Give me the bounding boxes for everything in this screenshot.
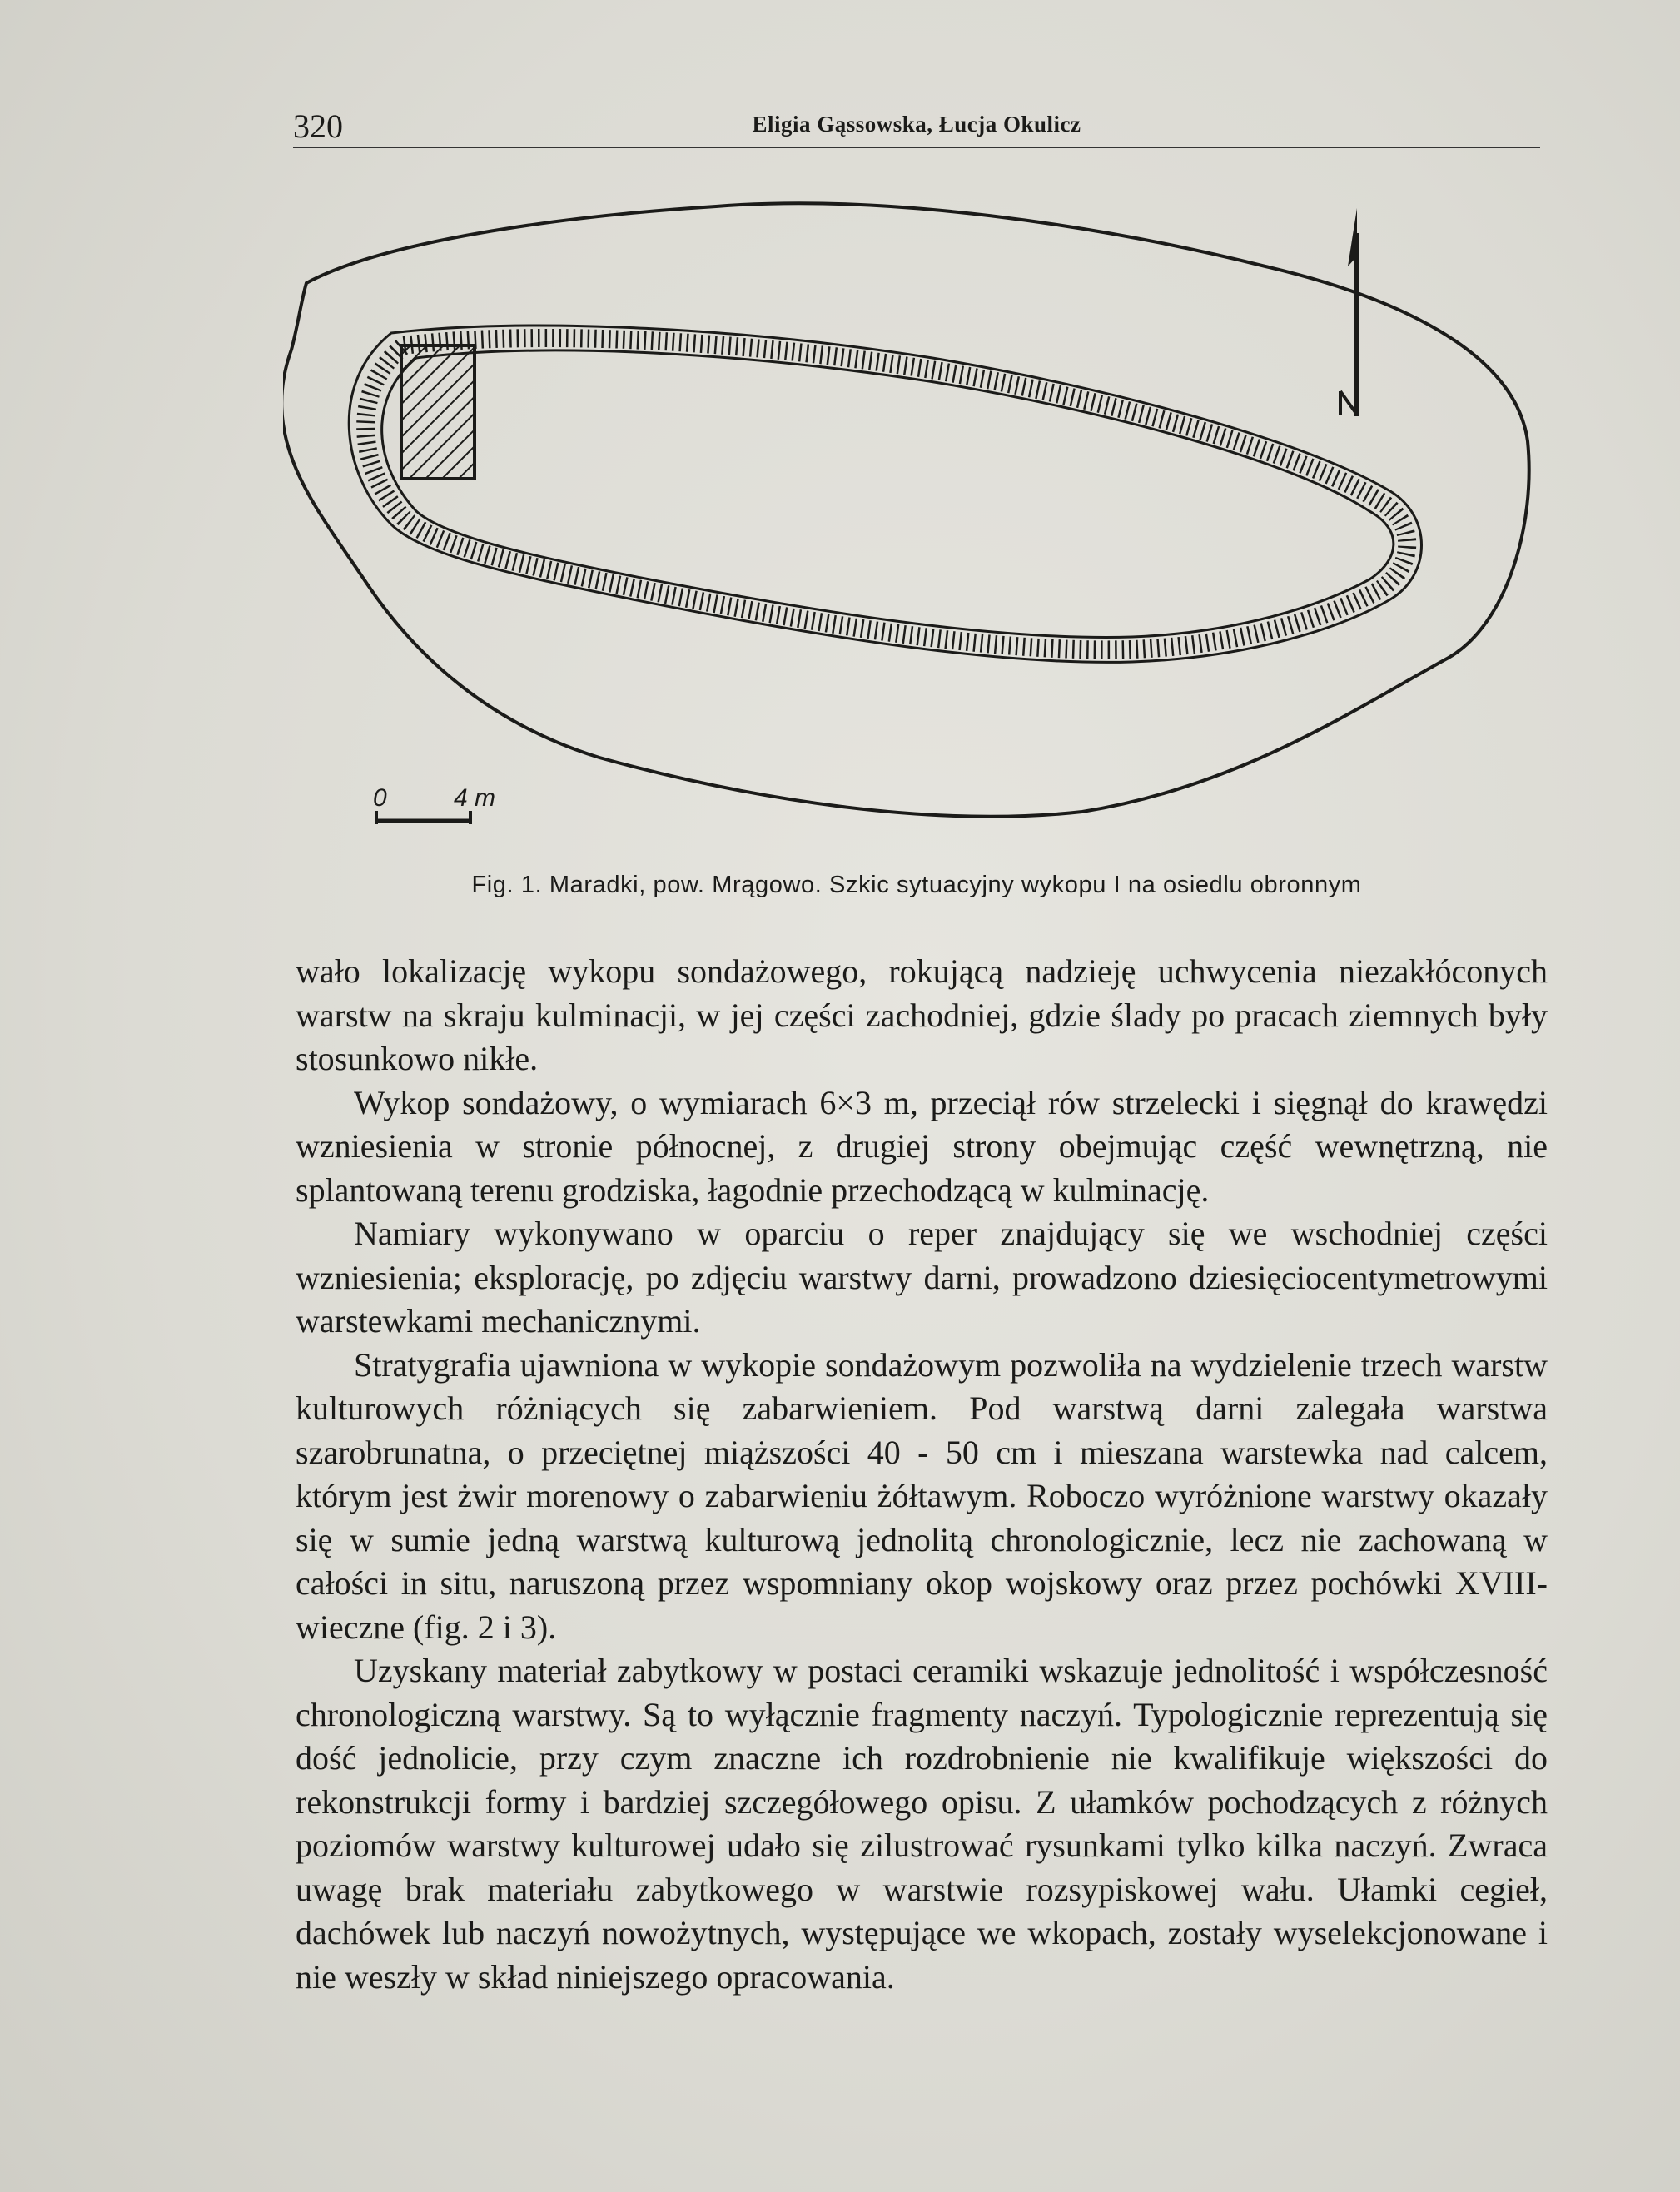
page-number: 320: [293, 107, 343, 145]
scale-bar: [376, 811, 470, 824]
body-text: [296, 950, 1548, 1999]
site-sketch-figure: [283, 191, 1540, 857]
paragraph: Stratygrafia ujawniona w wykopie sondażowym pozwoliła na wydzielenie trzech warstw kulturowych różniących się zabarwieniem. Pod warstwą darni zalegała warstwa szarobrunatna, o przeciętnej miąższości 40 - 50 cm i mieszana warstewka nad calcem, którym jest żwir morenowy o zabarwieniu żółtawym. Roboczo wyróżnione warstwy okazały się w sumie jedną warstwą kulturową jednolitą chronologicznie, lecz nie zachowaną w całości in situ, naruszoną przez wspomniany okop wojskowy oraz przez pochówki XVIII-wieczne (fig. 2 i 3).: [296, 1345, 1548, 1646]
header-rule: [293, 147, 1540, 148]
trench-ring: [365, 338, 1407, 649]
paragraph: Namiary wykonywano w oparciu o reper znajdujący się we wschodniej części wzniesienia; eksplorację, po zdjęciu warstwy darni, prowadzono dziesięciocentymetrowymi warstewkami mechanicznymi.: [296, 1215, 1548, 1340]
running-head: Eligia Gąssowska, Łucja Okulicz: [752, 112, 1081, 137]
paragraph: wało lokalizację wykopu sondażowego, rokującą nadzieję uchwycenia niezakłóconych warstw na skraju kulminacji, w jej części zachodniej, gdzie ślady po pracach ziemnych były stosunkowo nikłe.: [296, 952, 1548, 1077]
paragraph: Uzyskany materiał zabytkowy w postaci ceramiki wskazuje jednolitość i współczesność chronologiczną warstwy. Są to wyłącznie fragmenty naczyń. Typologicznie reprezentują się dość jednolicie, przy czym znaczne ich rozdrobnienie nie kwalifikuje większości do rekonstrukcji formy i bardziej szczegółowego opisu. Z ułamków pochodzących z różnych poziomów warstwy kulturowej udało się zilustrować rysunkami tylko kilka naczyń. Zwraca uwagę brak materiału zabytkowego w warstwie rozsypiskowej wału. Ułamki cegieł, dachówek lub naczyń nowożytnych, występujące we wkopach, zostały wyselekcjonowane i nie weszły w skład niniejszego opracowania.: [296, 1652, 1548, 1996]
scale-length-label: 4 m: [454, 784, 496, 812]
north-arrow-icon: [1340, 208, 1357, 416]
scale-zero-label: 0: [373, 784, 387, 812]
figure-caption: Fig. 1. Maradki, pow. Mrągowo. Szkic sytuacyjny wykopu I na osiedlu obronnym: [471, 872, 1362, 898]
trench-inner-edge: [382, 350, 1394, 637]
hill-outline: [283, 203, 1529, 816]
site-sketch-drawing: [283, 191, 1540, 857]
paragraph: Wykop sondażowy, o wymiarach 6×3 m, przeciął rów strzelecki i sięgnął do krawędzi wzniesienia w stronie północnej, z drugiej strony obejmując część wewnętrzną, nie splantowaną terenu grodziska, łagodnie przechodzącą w kulminację.: [296, 1083, 1548, 1209]
excavation-trench-i: [401, 345, 475, 479]
page-header: [293, 100, 1540, 147]
